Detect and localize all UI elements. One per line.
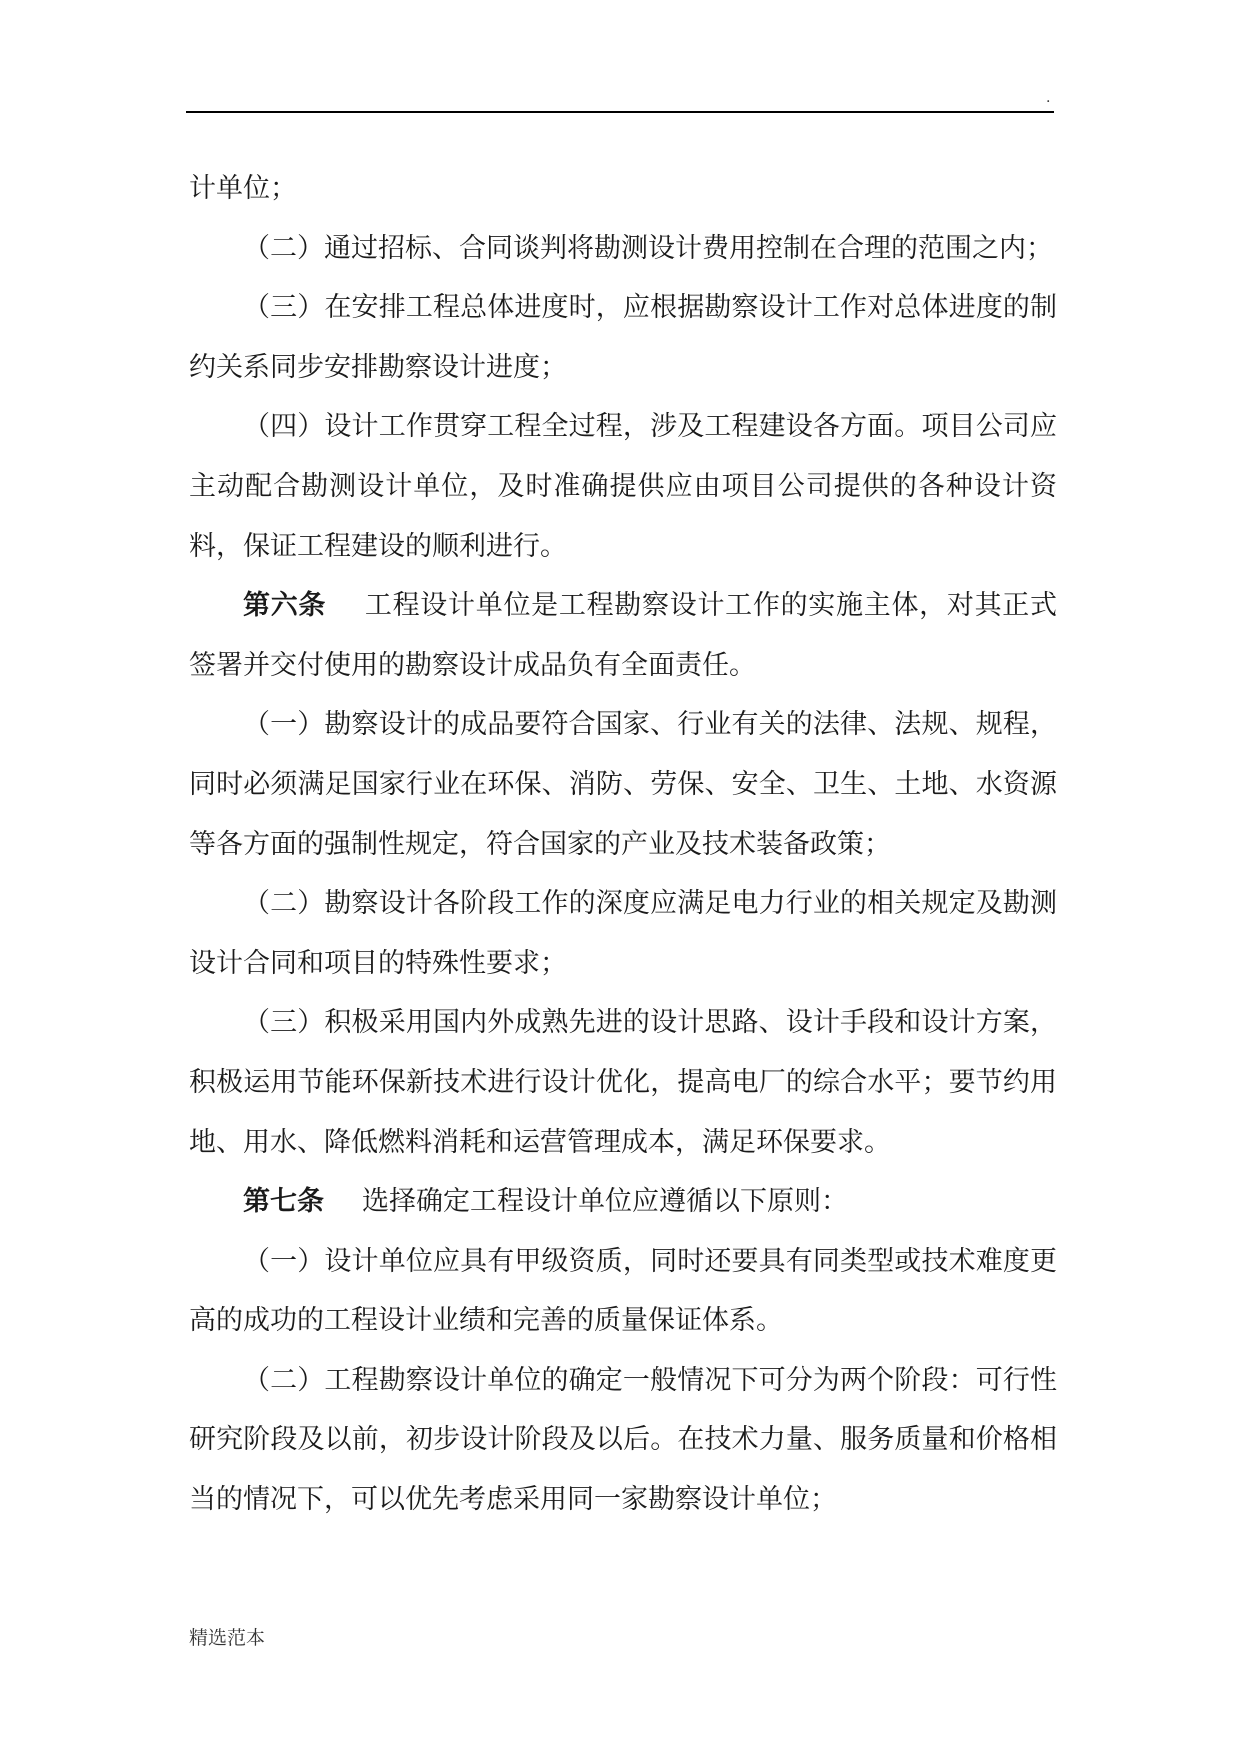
paragraph-text: （四）设计工作贯穿工程全过程，涉及工程建设各方面。项目公司应主动配合勘测设计单位，及时准确提供应由项目公司提供的各种设计资料，保证工程建设的顺利进行。 (189, 411, 1057, 562)
article-number: 第六条 (243, 590, 327, 622)
paragraph-text: （二）勘察设计各阶段工作的深度应满足电力行业的相关规定及勘测设计合同和项目的特殊性要求； (189, 888, 1057, 979)
paragraph (189, 1232, 1057, 1351)
paragraph-text: （三）在安排工程总体进度时，应根据勘察设计工作对总体进度的制约关系同步安排勘察设计进度； (189, 292, 1057, 383)
article-paragraph (189, 576, 1057, 695)
footer-label: 精选范本 (189, 1627, 266, 1649)
paragraph-text: 工程设计单位是工程勘察设计工作的实施主体，对其正式签署并交付使用的勘察设计成品负有全面责任。 (189, 590, 1058, 681)
paragraph (189, 695, 1057, 874)
paragraph (189, 874, 1057, 993)
article-paragraph (189, 1172, 1057, 1232)
paragraph-text: （二）通过招标、合同谈判将勘测设计费用控制在合理的范围之内； (243, 232, 1053, 264)
paragraph-text: （一）勘察设计的成品要符合国家、行业有关的法律、法规、规程，同时必须满足国家行业在环保、消防、劳保、安全、卫生、土地、水资源等各方面的强制性规定，符合国家的产业及技术装备政策； (189, 709, 1057, 860)
paragraph (189, 993, 1057, 1172)
paragraph (189, 219, 1057, 279)
paragraph-text: （三）积极采用国内外成熟先进的设计思路、设计手段和设计方案，积极运用节能环保新技术进行设计优化，提高电厂的综合水平；要节约用地、用水、降低燃料消耗和运营管理成本，满足环保要求。 (189, 1007, 1057, 1158)
paragraph (189, 278, 1057, 397)
paragraph-text: 选择确定工程设计单位应遵循以下原则： (362, 1186, 848, 1218)
header-rule (186, 111, 1054, 113)
header-mark: . (1046, 90, 1051, 106)
article-number: 第七条 (243, 1186, 324, 1218)
paragraph-text: （二）工程勘察设计单位的确定一般情况下可分为两个阶段：可行性研究阶段及以前，初步设计阶段及以后。在技术力量、服务质量和价格相当的情况下，可以优先考虑采用同一家勘察设计单位； (189, 1364, 1057, 1516)
document-body (189, 159, 1057, 1530)
paragraph (189, 397, 1057, 576)
paragraph-text: （一）设计单位应具有甲级资质，同时还要具有同类型或技术难度更高的成功的工程设计业绩和完善的质量保证体系。 (189, 1245, 1057, 1337)
paragraph-text: 计单位； (189, 173, 297, 204)
paragraph (189, 159, 1057, 219)
paragraph (189, 1351, 1057, 1530)
